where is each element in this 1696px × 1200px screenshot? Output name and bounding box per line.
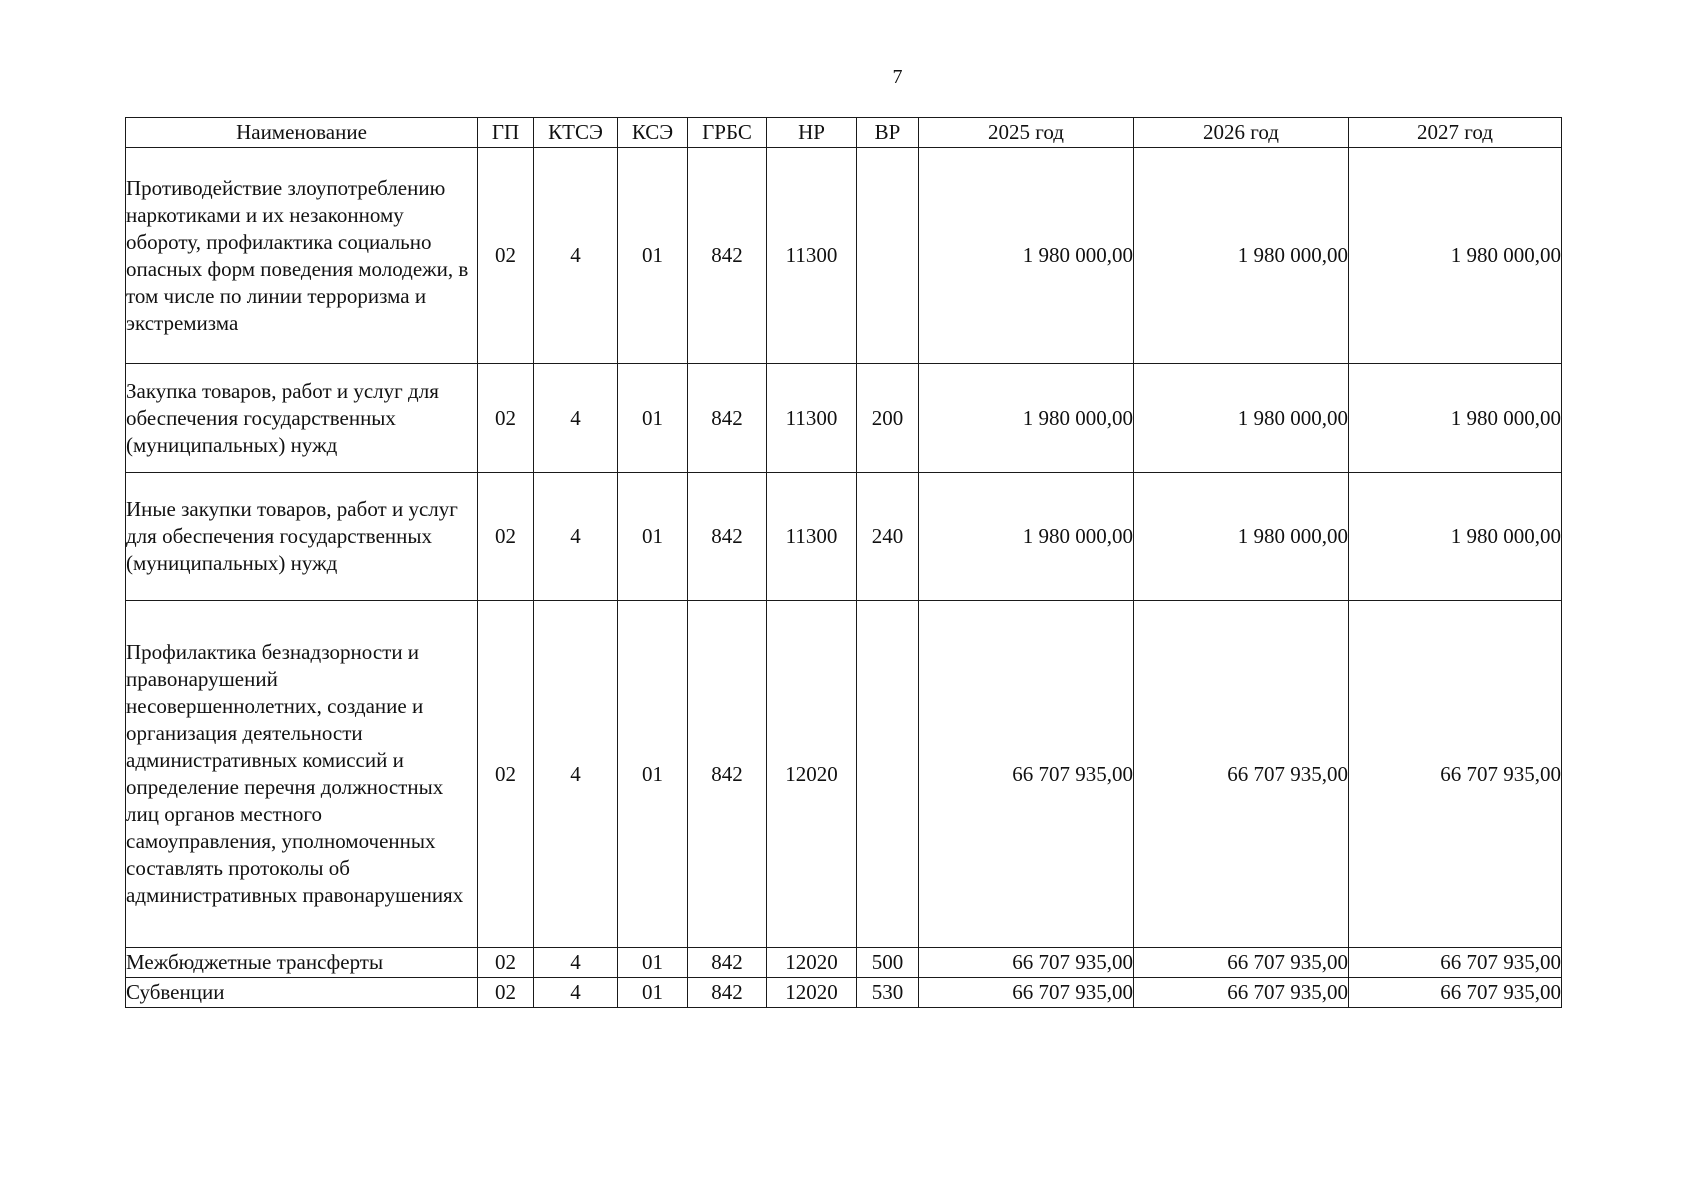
row-kse: 01: [618, 473, 688, 601]
header-2026: 2026 год: [1134, 118, 1349, 148]
row-nr: 12020: [767, 978, 857, 1008]
row-gp: 02: [478, 364, 534, 473]
row-amount-2025: 66 707 935,00: [919, 978, 1134, 1008]
row-ktse: 4: [534, 948, 618, 978]
row-amount-2026: 66 707 935,00: [1134, 978, 1349, 1008]
header-grbs: ГРБС: [688, 118, 767, 148]
header-ktse: КТСЭ: [534, 118, 618, 148]
row-amount-2025: 66 707 935,00: [919, 948, 1134, 978]
row-name: Иные закупки товаров, работ и услуг для обеспечения государственных (муниципальных) нужд: [126, 473, 478, 601]
header-gp: ГП: [478, 118, 534, 148]
row-kse: 01: [618, 364, 688, 473]
row-amount-2025: 1 980 000,00: [919, 473, 1134, 601]
table-header-row: [126, 118, 1562, 148]
row-vr: 530: [857, 978, 919, 1008]
row-amount-2026: 1 980 000,00: [1134, 364, 1349, 473]
row-amount-2026: 66 707 935,00: [1134, 601, 1349, 948]
row-name: Закупка товаров, работ и услуг для обеспечения государственных (муниципальных) нужд: [126, 364, 478, 473]
row-name: Межбюджетные трансферты: [126, 948, 478, 978]
row-grbs: 842: [688, 978, 767, 1008]
row-kse: 01: [618, 978, 688, 1008]
row-amount-2026: 1 980 000,00: [1134, 473, 1349, 601]
row-gp: 02: [478, 473, 534, 601]
row-amount-2027: 66 707 935,00: [1349, 978, 1562, 1008]
row-vr: [857, 148, 919, 364]
table-row: [126, 473, 1562, 601]
header-name: Наименование: [126, 118, 478, 148]
row-kse: 01: [618, 948, 688, 978]
row-amount-2025: 1 980 000,00: [919, 148, 1134, 364]
row-nr: 12020: [767, 601, 857, 948]
row-ktse: 4: [534, 148, 618, 364]
row-amount-2027: 1 980 000,00: [1349, 364, 1562, 473]
row-grbs: 842: [688, 473, 767, 601]
row-amount-2027: 1 980 000,00: [1349, 148, 1562, 364]
row-ktse: 4: [534, 364, 618, 473]
row-kse: 01: [618, 148, 688, 364]
row-nr: 11300: [767, 148, 857, 364]
row-amount-2026: 1 980 000,00: [1134, 148, 1349, 364]
row-nr: 11300: [767, 473, 857, 601]
page-number: 7: [892, 66, 903, 88]
budget-table: [125, 117, 1562, 1008]
row-amount-2027: 66 707 935,00: [1349, 601, 1562, 948]
row-ktse: 4: [534, 473, 618, 601]
table-row: [126, 148, 1562, 364]
row-vr: 240: [857, 473, 919, 601]
table-row: [126, 364, 1562, 473]
row-kse: 01: [618, 601, 688, 948]
header-2027: 2027 год: [1349, 118, 1562, 148]
row-ktse: 4: [534, 978, 618, 1008]
header-kse: КСЭ: [618, 118, 688, 148]
header-vr: ВР: [857, 118, 919, 148]
header-nr: НР: [767, 118, 857, 148]
row-vr: [857, 601, 919, 948]
row-gp: 02: [478, 978, 534, 1008]
row-vr: 500: [857, 948, 919, 978]
header-2025: 2025 год: [919, 118, 1134, 148]
row-vr: 200: [857, 364, 919, 473]
row-grbs: 842: [688, 948, 767, 978]
row-gp: 02: [478, 601, 534, 948]
row-amount-2027: 66 707 935,00: [1349, 948, 1562, 978]
row-amount-2025: 66 707 935,00: [919, 601, 1134, 948]
row-amount-2026: 66 707 935,00: [1134, 948, 1349, 978]
row-gp: 02: [478, 148, 534, 364]
table-row: [126, 978, 1562, 1008]
row-gp: 02: [478, 948, 534, 978]
row-ktse: 4: [534, 601, 618, 948]
row-grbs: 842: [688, 148, 767, 364]
row-name: Профилактика безнадзорности и правонарушений несовершеннолетних, создание и организация деятельности административных комиссий и определение перечня должностных лиц органов местного самоуправления, уполномоченных составлять протоколы об административных правонарушениях: [126, 601, 478, 948]
row-amount-2025: 1 980 000,00: [919, 364, 1134, 473]
row-name: Субвенции: [126, 978, 478, 1008]
row-name: Противодействие злоупотреблению наркотиками и их незаконному обороту, профилактика социально опасных форм поведения молодежи, в том числе по линии терроризма и экстремизма: [126, 148, 478, 364]
row-amount-2027: 1 980 000,00: [1349, 473, 1562, 601]
row-grbs: 842: [688, 364, 767, 473]
row-nr: 12020: [767, 948, 857, 978]
table-row: [126, 601, 1562, 948]
row-grbs: 842: [688, 601, 767, 948]
row-nr: 11300: [767, 364, 857, 473]
table-row: [126, 948, 1562, 978]
